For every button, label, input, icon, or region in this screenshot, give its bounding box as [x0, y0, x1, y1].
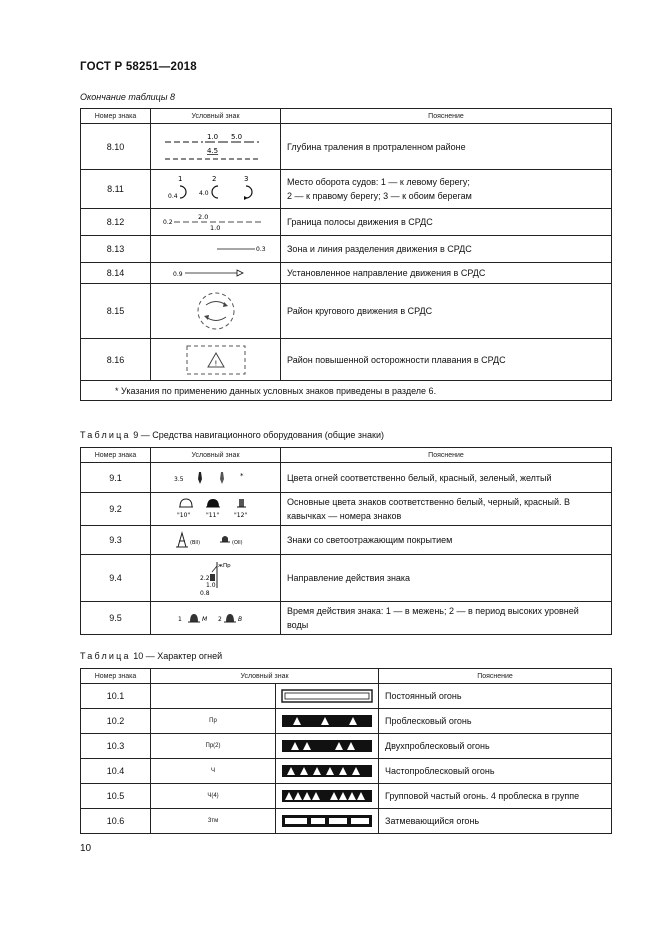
row-number: 8.14 — [81, 263, 151, 284]
header-num: Номер знака — [81, 669, 151, 684]
row-explanation: Граница полосы движения в СРДС — [281, 209, 612, 236]
separation-line-label: 0.3 — [255, 246, 266, 253]
light-abbreviation: Пр — [151, 709, 276, 734]
row-number: 10.5 — [81, 784, 151, 809]
table10 — [80, 668, 612, 834]
row-explanation — [281, 602, 612, 635]
header-symbol: Условный знак — [151, 669, 379, 684]
row-explanation: Район повышенной осторожности плавания в СРДС — [281, 339, 612, 381]
group-quick-light-pattern — [276, 784, 379, 809]
row-explanation: Установленное направление движения в СРДС — [281, 263, 612, 284]
roundabout-symbol — [151, 284, 281, 339]
table-row — [81, 734, 612, 759]
table-row — [81, 784, 612, 809]
row-number: 10.6 — [81, 809, 151, 834]
sweep-label-1: 1.0 — [206, 132, 218, 141]
row-number: 9.2 — [81, 493, 151, 526]
header-num: Номер знака — [81, 448, 151, 463]
explanation-line: 2 — к правому берегу; 3 — к обоим берегам — [287, 191, 472, 201]
row-explanation: Направление действия знака — [281, 555, 612, 602]
light-abbreviation: Зтм — [151, 809, 276, 834]
explanation-line: кавычках — номера знаков — [287, 511, 402, 521]
row-explanation: Зона и линия разделения движения в СРДС — [281, 236, 612, 263]
table9 — [80, 447, 612, 635]
explanation-line: Место оборота судов: 1 — к левому берегу; — [287, 177, 470, 187]
traffic-lane-boundary-symbol — [151, 209, 281, 236]
lane-width-label: 0.2 — [162, 219, 173, 226]
reflective-coating-symbol — [151, 526, 281, 555]
table9-caption — [80, 430, 384, 440]
table-row — [81, 284, 612, 339]
row-number: 8.15 — [81, 284, 151, 339]
flashing-light-pattern — [276, 709, 379, 734]
caption-number: 9 — [133, 430, 139, 440]
page-number: 10 — [80, 843, 92, 854]
row-number: 8.12 — [81, 209, 151, 236]
table-row — [81, 263, 612, 284]
light-size-label: 3.5 — [173, 475, 184, 483]
reflective-label-2: (Oll) — [231, 540, 243, 546]
sign-label-10: "10" — [176, 512, 190, 519]
sign-label-12: "12" — [233, 512, 247, 519]
row-explanation: Цвета огней соответственно белый, красный, зеленый, желтый — [281, 463, 612, 493]
time-label-1: 1 — [177, 616, 182, 623]
direction-light-label: жПр — [217, 563, 231, 569]
table-row — [81, 493, 612, 526]
caption-prefix: Таблица — [80, 430, 131, 440]
light-abbreviation — [151, 684, 276, 709]
turn-label-3: 3 — [243, 175, 248, 183]
header-symbol: Условный знак — [151, 448, 281, 463]
row-number: 9.1 — [81, 463, 151, 493]
fixed-light-pattern — [276, 684, 379, 709]
turn-label-2: 2 — [211, 175, 216, 183]
row-number: 8.13 — [81, 236, 151, 263]
caption-text: — Средства навигационного оборудования (общие знаки) — [140, 430, 384, 440]
row-explanation: Глубина траления в протраленном районе — [281, 124, 612, 170]
table-row — [81, 124, 612, 170]
row-number: 8.16 — [81, 339, 151, 381]
time-label-high-water: В — [237, 616, 242, 623]
sign-operation-time-symbol — [151, 602, 281, 635]
table-row — [81, 236, 612, 263]
sign-colors-symbol — [151, 493, 281, 526]
row-explanation: Групповой частый огонь. 4 проблеска в группе — [379, 784, 612, 809]
table-row — [81, 526, 612, 555]
table10-header-row — [81, 669, 612, 684]
row-explanation: Затмевающийся огонь — [379, 809, 612, 834]
separation-zone-symbol — [151, 236, 281, 263]
header-explanation: Пояснение — [281, 448, 612, 463]
light-abbreviation: Ч — [151, 759, 276, 784]
light-abbreviation: Пр(2) — [151, 734, 276, 759]
row-number: 10.3 — [81, 734, 151, 759]
table-row — [81, 809, 612, 834]
header-explanation: Пояснение — [281, 109, 612, 124]
table-row — [81, 209, 612, 236]
table8-footnote: * Указания по применению данных условных знаков приведены в разделе 6. — [81, 381, 612, 401]
row-number: 9.4 — [81, 555, 151, 602]
row-number: 9.3 — [81, 526, 151, 555]
table-row — [81, 602, 612, 635]
row-explanation: Постоянный огонь — [379, 684, 612, 709]
row-explanation: Район кругового движения в СРДС — [281, 284, 612, 339]
header-symbol: Условный знак — [151, 109, 281, 124]
table-row — [81, 339, 612, 381]
turn-size-label: 0.4 — [167, 193, 178, 200]
lane-dash-label: 2.0 — [197, 213, 208, 221]
header-explanation: Пояснение — [379, 669, 612, 684]
row-number: 8.11 — [81, 170, 151, 209]
table9-header-row — [81, 448, 612, 463]
sign-direction-symbol — [151, 555, 281, 602]
explanation-line: Время действия знака: 1 — в межень; 2 — в период высоких уровней — [287, 606, 579, 616]
time-label-2: 2 — [217, 616, 222, 623]
table-row — [81, 684, 612, 709]
row-number: 8.10 — [81, 124, 151, 170]
turn-label-1: 1 — [177, 175, 182, 183]
row-number: 10.4 — [81, 759, 151, 784]
table-row — [81, 170, 612, 209]
explanation-line: воды — [287, 620, 309, 630]
table8 — [80, 108, 612, 401]
row-explanation: Знаки со светоотражающим покрытием — [281, 526, 612, 555]
table8-header-row — [81, 109, 612, 124]
double-flashing-light-pattern — [276, 734, 379, 759]
turning-place-symbol — [151, 170, 281, 209]
light-colors-symbol — [151, 463, 281, 493]
traffic-direction-symbol — [151, 263, 281, 284]
sign-label-11: "11" — [205, 512, 219, 519]
row-number: 10.2 — [81, 709, 151, 734]
table8-footnote-row — [81, 381, 612, 401]
header-num: Номер знака — [81, 109, 151, 124]
reflective-label-1: (Bll) — [189, 540, 200, 546]
row-number: 9.5 — [81, 602, 151, 635]
row-explanation: Частопроблесковый огонь — [379, 759, 612, 784]
direction-line-label: 0.9 — [172, 271, 183, 278]
yellow-light-mark: * — [239, 471, 243, 480]
caption-prefix: Таблица — [80, 651, 131, 661]
caption-number: 10 — [133, 651, 144, 661]
table-row — [81, 759, 612, 784]
row-explanation — [281, 493, 612, 526]
table-row — [81, 555, 612, 602]
row-explanation: Двухпроблесковый огонь — [379, 734, 612, 759]
time-label-low-water: М — [201, 616, 207, 623]
row-explanation — [281, 170, 612, 209]
caption-text: — Характер огней — [145, 651, 223, 661]
row-explanation: Проблесковый огонь — [379, 709, 612, 734]
direction-offset-label: 0.8 — [199, 590, 210, 597]
light-abbreviation: Ч(4) — [151, 784, 276, 809]
sweep-depth-symbol — [151, 124, 281, 170]
sweep-depth-label: 4.5 — [206, 146, 218, 155]
direction-width-label: 1.0 — [205, 582, 216, 589]
precaution-area-symbol — [151, 339, 281, 381]
table-row — [81, 709, 612, 734]
table8-caption: Окончание таблицы 8 — [80, 92, 175, 102]
quick-flashing-light-pattern — [276, 759, 379, 784]
document-title: ГОСТ Р 58251—2018 — [80, 61, 197, 73]
sweep-label-2: 5.0 — [230, 132, 242, 141]
table10-caption — [80, 651, 222, 661]
turn-diameter-label: 4.0 — [198, 190, 209, 197]
explanation-line: Основные цвета знаков соответственно белый, черный, красный. В — [287, 497, 570, 507]
row-number: 10.1 — [81, 684, 151, 709]
table-row — [81, 463, 612, 493]
occulting-light-pattern — [276, 809, 379, 834]
direction-height-label: 2.2 — [199, 575, 210, 582]
lane-gap-label: 1.0 — [209, 224, 220, 232]
precaution-mark: ! — [214, 359, 217, 367]
